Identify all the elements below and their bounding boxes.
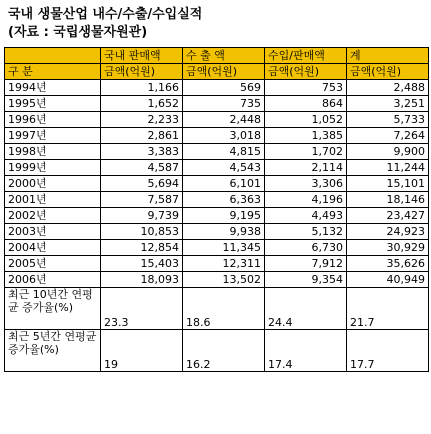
header-unit: 금액(억원) [265,64,347,80]
row-value: 5,733 [347,112,429,128]
row-year: 2001년 [5,192,101,208]
row-year: 1998년 [5,144,101,160]
growth-value: 18.6 [183,288,265,330]
row-year: 2003년 [5,224,101,240]
growth-value: 21.7 [347,288,429,330]
row-value: 24,923 [347,224,429,240]
stats-table [4,47,429,372]
row-value: 4,815 [183,144,265,160]
header-row-1 [5,48,429,64]
row-value: 11,345 [183,240,265,256]
row-year: 2000년 [5,176,101,192]
row-value: 4,543 [183,160,265,176]
row-value: 12,311 [183,256,265,272]
header-unit: 금액(억원) [101,64,183,80]
row-value: 4,196 [265,192,347,208]
row-value: 9,900 [347,144,429,160]
row-value: 11,244 [347,160,429,176]
row-value: 6,101 [183,176,265,192]
growth-value: 19 [101,330,183,372]
row-value: 2,114 [265,160,347,176]
table-row [5,208,429,224]
table-row [5,144,429,160]
growth-value: 17.7 [347,330,429,372]
row-value: 1,702 [265,144,347,160]
row-value: 3,306 [265,176,347,192]
row-year: 1995년 [5,96,101,112]
growth-row [5,288,429,330]
table-row [5,256,429,272]
growth-value: 23.3 [101,288,183,330]
row-year: 2006년 [5,272,101,288]
row-value: 7,587 [101,192,183,208]
row-value: 864 [265,96,347,112]
row-value: 4,493 [265,208,347,224]
row-value: 1,052 [265,112,347,128]
row-value: 2,233 [101,112,183,128]
row-value: 5,132 [265,224,347,240]
row-value: 2,861 [101,128,183,144]
row-value: 3,383 [101,144,183,160]
table-row [5,128,429,144]
row-value: 9,739 [101,208,183,224]
header-unit: 금액(억원) [183,64,265,80]
table-body [5,48,429,372]
row-value: 12,854 [101,240,183,256]
row-value: 7,264 [347,128,429,144]
row-value: 9,195 [183,208,265,224]
row-value: 1,166 [101,80,183,96]
row-value: 9,938 [183,224,265,240]
row-year: 2002년 [5,208,101,224]
row-value: 5,694 [101,176,183,192]
header-unit: 금액(억원) [347,64,429,80]
row-year: 2004년 [5,240,101,256]
row-value: 40,949 [347,272,429,288]
row-value: 18,146 [347,192,429,208]
row-value: 30,929 [347,240,429,256]
row-value: 6,730 [265,240,347,256]
table-row [5,176,429,192]
row-value: 15,101 [347,176,429,192]
table-row [5,192,429,208]
growth-label: 최근 5년간 연평균 증가율(%) [5,330,101,372]
growth-value: 17.4 [265,330,347,372]
row-value: 6,363 [183,192,265,208]
table-row [5,224,429,240]
row-value: 2,488 [347,80,429,96]
row-value: 10,853 [101,224,183,240]
row-value: 1,385 [265,128,347,144]
row-value: 569 [183,80,265,96]
table-row [5,240,429,256]
row-value: 13,502 [183,272,265,288]
row-year: 1997년 [5,128,101,144]
header-cell [5,48,101,64]
page-title: 국내 생물산업 내수/수출/수입실적 [8,7,203,22]
growth-value: 16.2 [183,330,265,372]
table-row [5,160,429,176]
row-value: 735 [183,96,265,112]
row-year: 2005년 [5,256,101,272]
row-year: 1999년 [5,160,101,176]
row-value: 753 [265,80,347,96]
row-value: 18,093 [101,272,183,288]
header-imports: 수입/판매액 [265,48,347,64]
header-domestic-sales: 국내 판매액 [101,48,183,64]
row-value: 3,251 [347,96,429,112]
row-value: 9,354 [265,272,347,288]
row-year: 1996년 [5,112,101,128]
table-row [5,272,429,288]
row-value: 3,018 [183,128,265,144]
table-row [5,80,429,96]
row-year: 1994년 [5,80,101,96]
row-value: 4,587 [101,160,183,176]
table-row [5,112,429,128]
table-row [5,96,429,112]
row-value: 2,448 [183,112,265,128]
row-value: 15,403 [101,256,183,272]
row-value: 7,912 [265,256,347,272]
header-row-2 [5,64,429,80]
growth-value: 24.4 [265,288,347,330]
header-category: 구 분 [5,64,101,80]
source-note: (자료 : 국립생물자원관) [8,25,148,40]
row-value: 35,626 [347,256,429,272]
growth-row [5,330,429,372]
growth-label: 최근 10년간 연평균 증가율(%) [5,288,101,330]
row-value: 1,652 [101,96,183,112]
header-total: 계 [347,48,429,64]
row-value: 23,427 [347,208,429,224]
header-exports: 수 출 액 [183,48,265,64]
